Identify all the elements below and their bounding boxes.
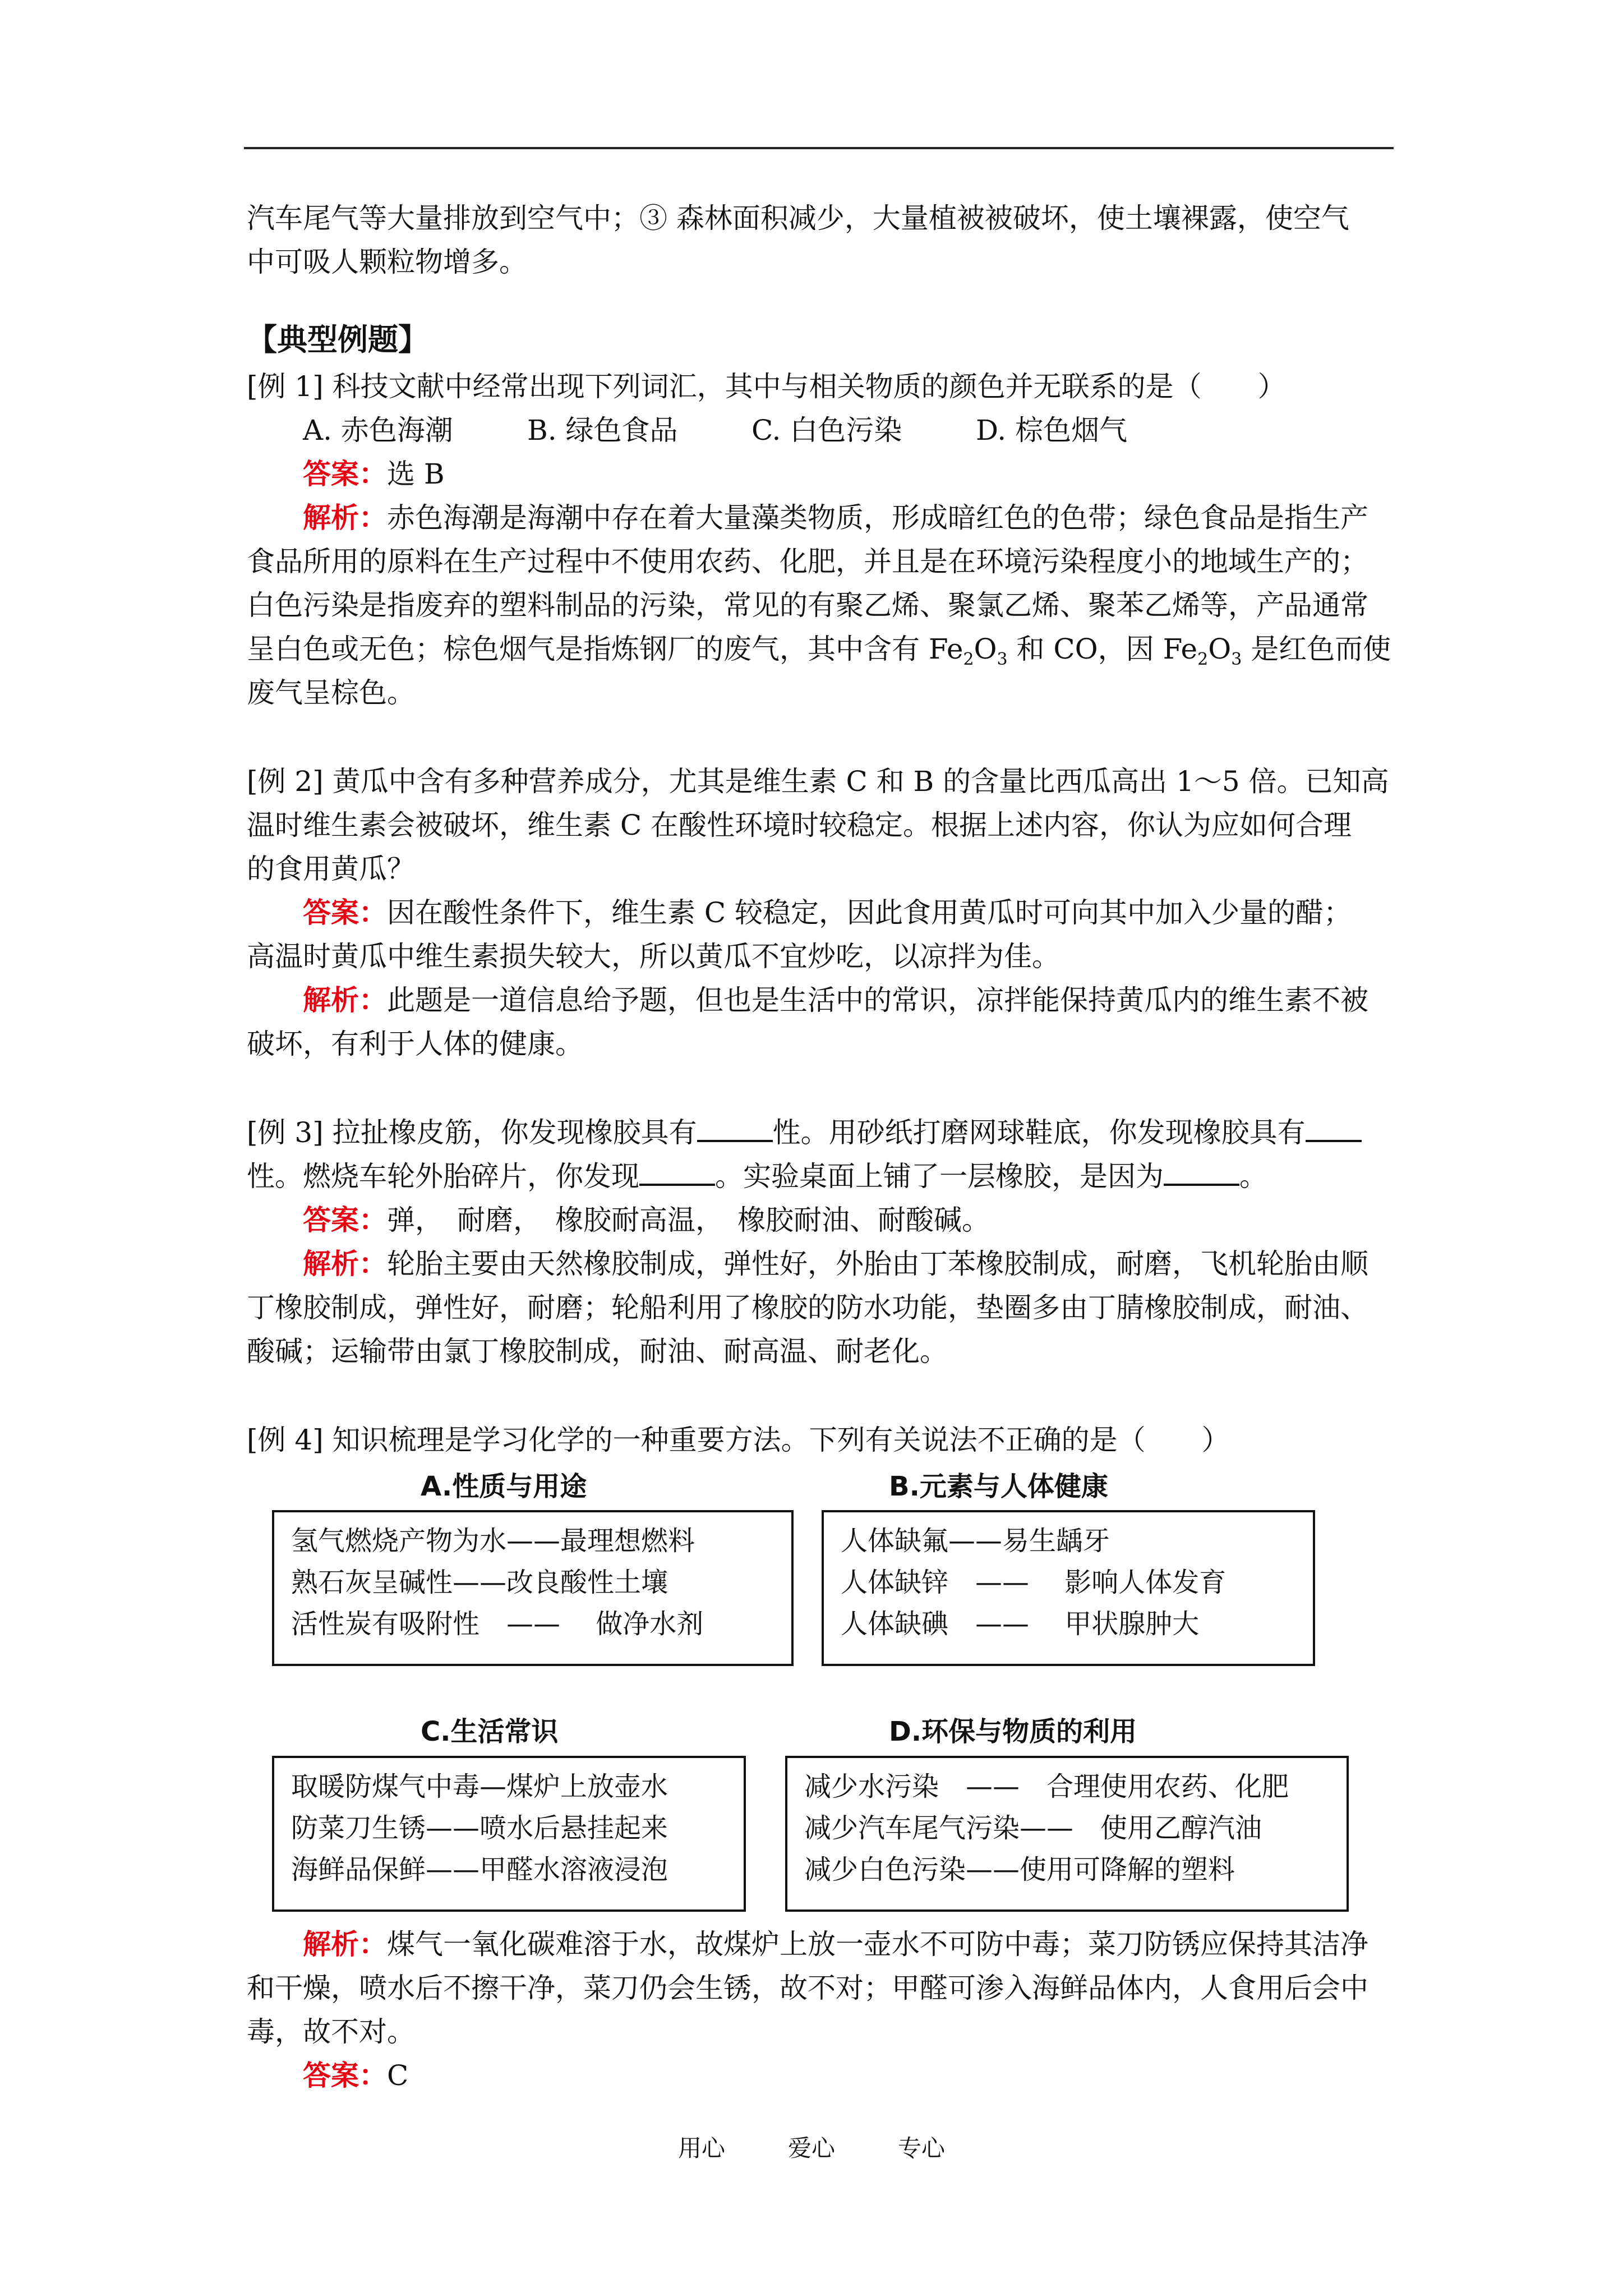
section-title: 【典型例题】 <box>247 321 428 357</box>
answer-blank <box>697 1114 773 1142</box>
box-line: 人体缺氟——易生龋牙 <box>841 1525 1110 1557</box>
box-title-c: C.生活常识 <box>421 1716 559 1747</box>
ex3-question <box>247 1111 1396 1154</box>
ex3-question-text: 性。用砂纸打磨网球鞋底，你发现橡胶具有 <box>772 1116 1306 1149</box>
box-line: 取暖防煤气中毒—煤炉上放壶水 <box>291 1771 668 1802</box>
ex2-question: 的食用黄瓜？ <box>247 853 415 885</box>
box-line: 减少白色污染——使用可降解的塑料 <box>804 1854 1235 1885</box>
ex4-analysis <box>247 1922 1396 1966</box>
ex4-analysis-block <box>247 1922 1396 2097</box>
box-line: 海鲜品保鲜——甲醛水溶液浸泡 <box>291 1854 668 1885</box>
formula-part: O <box>1208 633 1232 665</box>
ex1-analysis-text: 赤色海潮是海潮中存在着大量藻类物质，形成暗红色的色带；绿色食品是指生产 <box>387 501 1368 534</box>
ex1-analysis-text: 是红色而使 <box>1242 633 1391 665</box>
analysis-label: 解析： <box>303 1247 387 1280</box>
formula-part: O <box>974 633 997 665</box>
analysis-label: 解析： <box>303 1927 387 1961</box>
spacer <box>247 1373 1396 1418</box>
ex3-analysis <box>247 1242 1396 1286</box>
ex2-analysis-line: 破坏，有利于人体的健康。 <box>247 1028 583 1060</box>
ex1-answer-text: 选 B <box>387 458 445 490</box>
ex4-answer <box>247 2054 1396 2097</box>
ex1-option-c: C. 白色污染 <box>751 414 902 447</box>
subscript: 2 <box>1197 650 1209 669</box>
ex1-question: [例 1] 科技文献中经常出现下列词汇，其中与相关物质的颜色并无联系的是（ ） <box>247 370 1286 403</box>
box-title-d: D.环保与物质的利用 <box>889 1716 1137 1747</box>
answer-label: 答案： <box>303 1203 387 1236</box>
ex3-question <box>247 1154 1396 1198</box>
box-line: 减少水污染 —— 合理使用农药、化肥 <box>804 1771 1289 1802</box>
subscript: 3 <box>997 650 1008 669</box>
footer-word: 用心 <box>677 2134 725 2162</box>
ex3-question-text: 。 <box>1239 1160 1267 1193</box>
option-boxes <box>247 1465 1396 2092</box>
answer-blank <box>1306 1114 1362 1142</box>
ex2-analysis <box>247 978 1396 1022</box>
subscript: 3 <box>1231 650 1242 669</box>
answer-blank <box>639 1158 715 1186</box>
option-box-b <box>822 1510 1315 1666</box>
ex1-analysis-line: 食品所用的原料在生产过程中不使用农药、化肥，并且是在环境污染程度小的地域生产的； <box>247 545 1368 578</box>
answer-label: 答案： <box>303 896 387 929</box>
ex1-analysis-line: 废气呈棕色。 <box>247 677 415 709</box>
ex4-analysis-line: 毒，故不对。 <box>247 2016 415 2048</box>
ex4-analysis-line: 和干燥，喷水后不擦干净，菜刀仍会生锈，故不对；甲醛可渗入海鲜品体内，人食用后会中 <box>247 1972 1368 2004</box>
box-line: 活性炭有吸附性 —— 做净水剂 <box>291 1608 704 1640</box>
ex1-analysis <box>247 496 1396 540</box>
ex1-answer <box>247 452 1396 496</box>
spacer <box>247 1066 1396 1111</box>
ex1-analysis-text: 呈白色或无色；棕色烟气是指炼钢厂的废气，其中含有 Fe <box>247 633 963 665</box>
ex4-answer-text: C <box>387 2059 409 2092</box>
ex1-option-b: B. 绿色食品 <box>527 414 678 447</box>
box-line: 防菜刀生锈——喷水后悬挂起来 <box>291 1812 668 1844</box>
ex2-answer <box>247 891 1396 935</box>
footer-word: 专心 <box>898 2134 946 2162</box>
continuation-line: 中可吸人颗粒物增多。 <box>247 246 527 278</box>
spacer <box>247 715 1396 760</box>
ex1-options <box>247 408 1396 452</box>
box-line: 熟石灰呈碱性——改良酸性土壤 <box>291 1567 668 1598</box>
box-line: 减少汽车尾气污染—— 使用乙醇汽油 <box>804 1812 1262 1844</box>
ex3-question-text: [例 3] 拉扯橡皮筋，你发现橡胶具有 <box>247 1116 697 1149</box>
ex3-analysis-text: 轮胎主要由天然橡胶制成，弹性好，外胎由丁苯橡胶制成，耐磨，飞机轮胎由顺 <box>387 1248 1368 1280</box>
box-line: 人体缺碘 —— 甲状腺肿大 <box>841 1608 1200 1640</box>
ex2-question: [例 2] 黄瓜中含有多种营养成分，尤其是维生素 C 和 B 的含量比西瓜高出 1～5 倍。已知高 <box>247 765 1389 798</box>
ex3-analysis-line: 酸碱；运输带由氯丁橡胶制成，耐油、耐高温、耐老化。 <box>247 1335 948 1368</box>
option-box-c <box>272 1756 746 1912</box>
box-title-b: B.元素与人体健康 <box>889 1471 1108 1502</box>
ex3-analysis-line: 丁橡胶制成，弹性好，耐磨；轮船利用了橡胶的防水功能，垫圈多由丁腈橡胶制成，耐油、 <box>247 1291 1368 1324</box>
ex2-question: 温时维生素会被破坏，维生素 C 在酸性环境时较稳定。根据上述内容，你认为应如何合理 <box>247 809 1352 841</box>
answer-blank <box>1164 1158 1239 1186</box>
ex1-analysis-line <box>247 627 1396 671</box>
ex4-analysis-text: 煤气一氧化碳难溶于水，故煤炉上放一壶水不可防中毒；菜刀防锈应保持其洁净 <box>387 1928 1368 1961</box>
analysis-label: 解析： <box>303 983 387 1016</box>
ex2-answer-line: 高温时黄瓜中维生素损失较大，所以黄瓜不宜炒吃，以凉拌为佳。 <box>247 940 1060 973</box>
continuation-line: 汽车尾气等大量排放到空气中；③ 森林面积减少，大量植被被破坏，使土壤裸露，使空气 <box>247 202 1349 234</box>
ex3-answer-text: 弹， 耐磨， 橡胶耐高温， 橡胶耐油、耐酸碱。 <box>387 1204 990 1236</box>
header-rule <box>244 147 1394 149</box>
ex3-question-text: 。实验桌面上铺了一层橡胶，是因为 <box>715 1160 1164 1193</box>
box-line: 人体缺锌 —— 影响人体发育 <box>841 1567 1227 1598</box>
ex1-analysis-line: 白色污染是指废弃的塑料制品的污染，常见的有聚乙烯、聚氯乙烯、聚苯乙烯等，产品通常 <box>247 589 1368 622</box>
option-box-d <box>785 1756 1349 1912</box>
page-content <box>247 196 1396 2092</box>
answer-label: 答案： <box>303 457 387 490</box>
ex1-option-d: D. 棕色烟气 <box>976 414 1128 447</box>
ex1-option-a: A. 赤色海潮 <box>303 414 453 447</box>
ex2-analysis-text: 此题是一道信息给予题，但也是生活中的常识，凉拌能保持黄瓜内的维生素不被 <box>387 984 1368 1016</box>
ex4-question: [例 4] 知识梳理是学习化学的一种重要方法。下列有关说法不正确的是（ ） <box>247 1424 1230 1456</box>
option-box-a <box>272 1510 794 1666</box>
ex2-answer-text: 因在酸性条件下，维生素 C 较稳定，因此食用黄瓜时可向其中加入少量的醋； <box>387 896 1352 929</box>
answer-label: 答案： <box>303 2059 387 2092</box>
ex3-answer <box>247 1198 1396 1242</box>
analysis-label: 解析： <box>303 501 387 534</box>
ex3-question-text: 性。燃烧车轮外胎碎片，你发现 <box>247 1160 639 1193</box>
subscript: 2 <box>963 650 974 669</box>
page-footer <box>0 2134 1623 2162</box>
box-title-a: A.性质与用途 <box>421 1471 587 1502</box>
ex1-analysis-text: 和 CO，因 Fe <box>1007 633 1198 665</box>
box-line: 氢气燃烧产物为水——最理想燃料 <box>291 1525 695 1557</box>
footer-word: 爱心 <box>787 2134 835 2162</box>
